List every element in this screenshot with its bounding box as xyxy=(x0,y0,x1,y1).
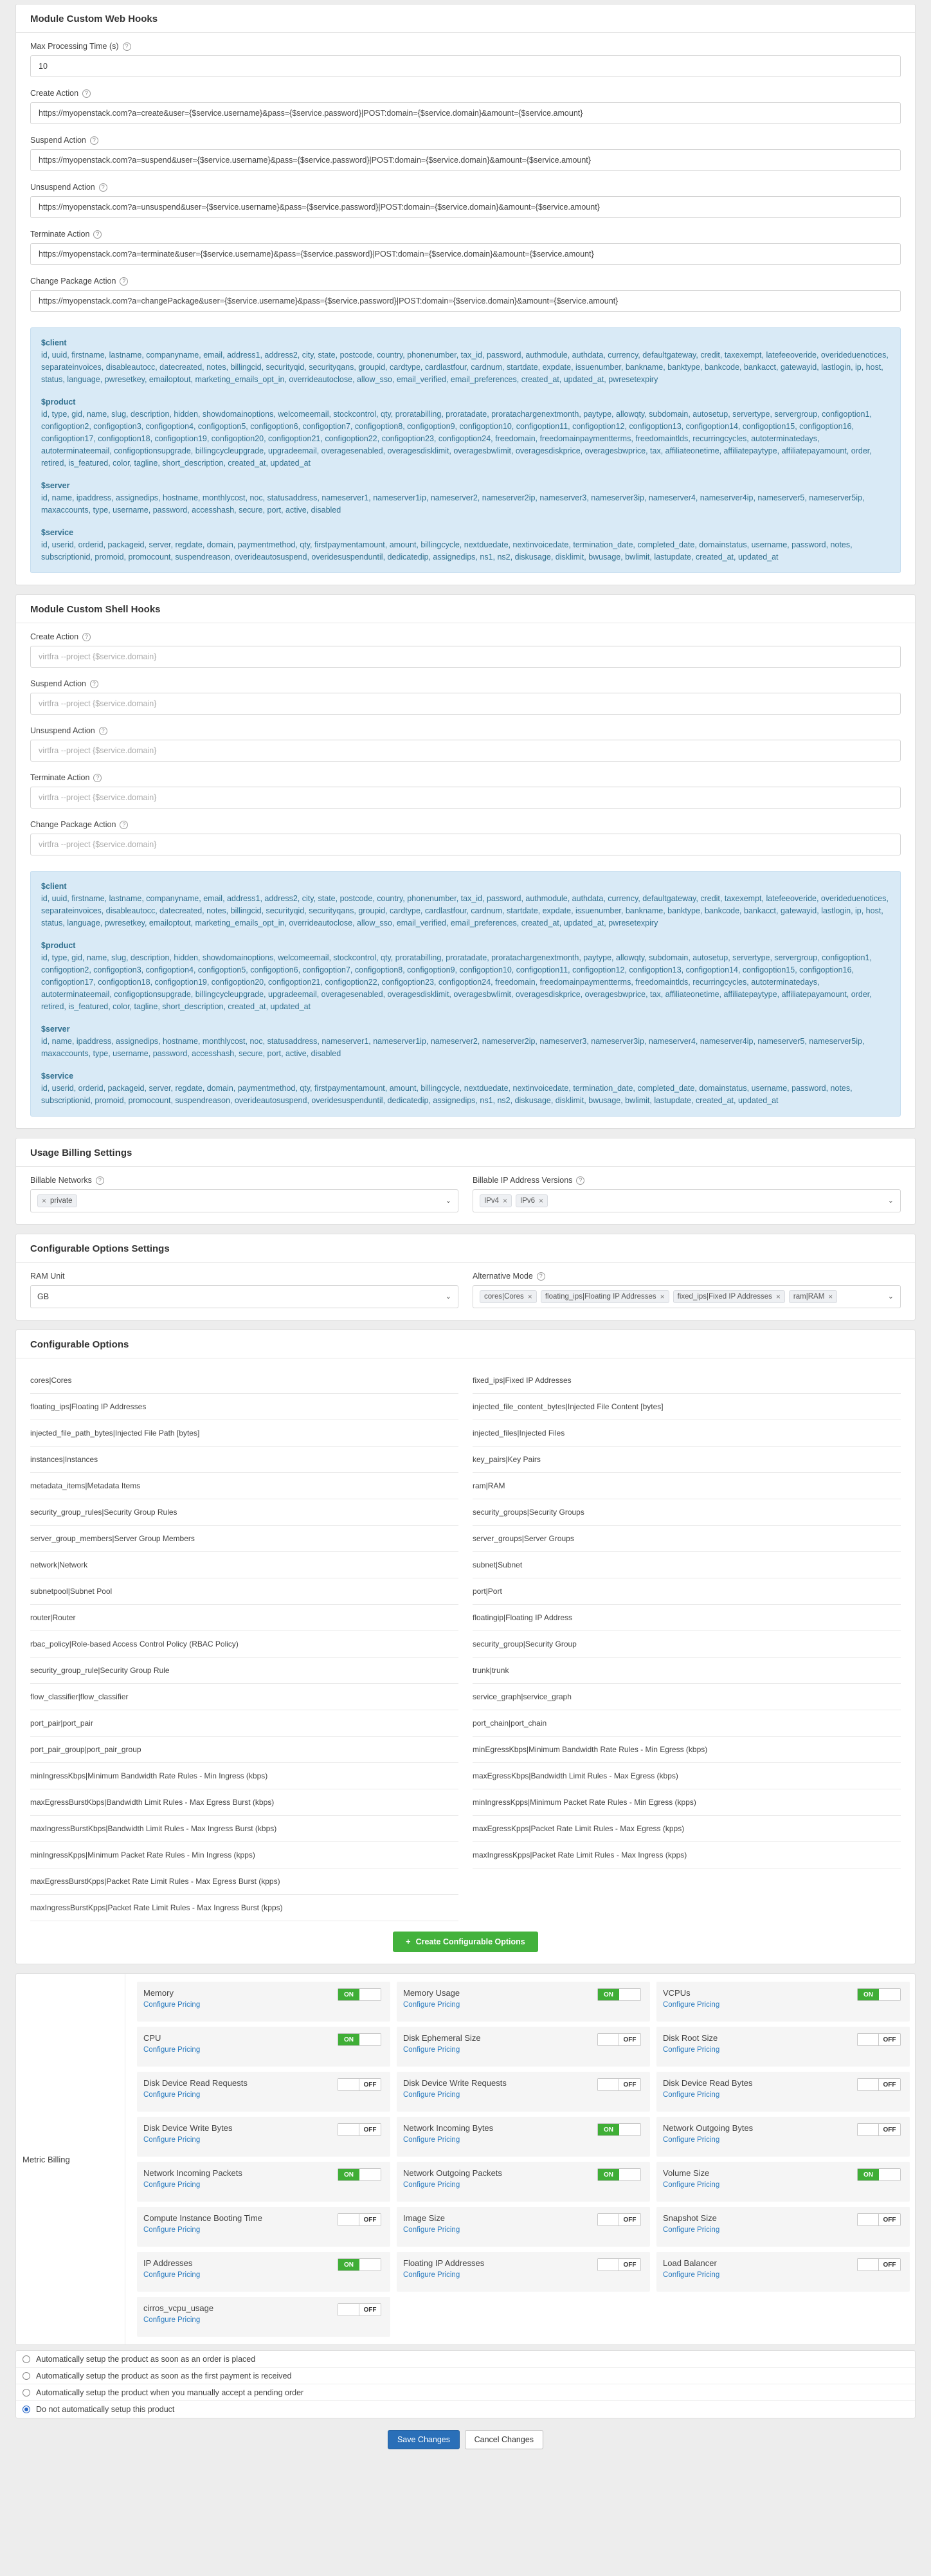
option-row: floating_ips|Floating IP Addresses xyxy=(30,1394,458,1420)
option-row: security_groups|Security Groups xyxy=(473,1499,901,1526)
toggle-off-label: OFF xyxy=(619,2079,640,2090)
shell-terminate-label: Terminate Action xyxy=(30,773,90,782)
configure-pricing-link[interactable]: Configure Pricing xyxy=(143,2046,201,2054)
terminate-action-label: Terminate Action xyxy=(30,230,90,239)
metric-toggle[interactable] xyxy=(338,2303,381,2316)
metric-tile xyxy=(656,2207,910,2247)
toggle-off-label: OFF xyxy=(619,2259,640,2270)
option-row: minIngressKpps|Minimum Packet Rate Rules - Min Egress (kpps) xyxy=(473,1789,901,1816)
option-row: security_group|Security Group xyxy=(473,1631,901,1658)
configure-pricing-link[interactable]: Configure Pricing xyxy=(403,2046,460,2054)
autosetup-option-label: Automatically setup the product when you manually accept a pending order xyxy=(36,2388,304,2397)
change-package-label: Change Package Action xyxy=(30,277,116,286)
configure-pricing-link[interactable]: Configure Pricing xyxy=(143,2316,201,2324)
autosetup-option[interactable] xyxy=(16,2351,915,2368)
metric-grid xyxy=(125,1974,915,2344)
metric-name: IP Addresses xyxy=(143,2258,193,2268)
help-icon[interactable]: ? xyxy=(99,183,107,192)
metric-name: Network Outgoing Bytes xyxy=(663,2123,754,2133)
metric-name: Disk Ephemeral Size xyxy=(403,2033,481,2043)
metric-toggle[interactable] xyxy=(597,2213,641,2226)
toggle-on-label: ON xyxy=(338,2169,359,2180)
create-config-options-button[interactable]: + Create Configurable Options xyxy=(393,1932,538,1952)
remove-icon[interactable]: × xyxy=(539,1196,544,1205)
network-chip: × private xyxy=(37,1194,77,1207)
toggle-knob xyxy=(619,2124,640,2135)
toggle-knob xyxy=(598,2034,619,2045)
option-row: server_groups|Server Groups xyxy=(473,1526,901,1552)
metric-toggle[interactable] xyxy=(857,2033,901,2046)
ip-versions-select[interactable] xyxy=(473,1189,901,1212)
toggle-knob xyxy=(359,2034,381,2045)
configure-pricing-link[interactable]: Configure Pricing xyxy=(403,2226,460,2234)
toggle-knob xyxy=(359,1989,381,2000)
usage-billing-card xyxy=(15,1138,916,1225)
option-row: maxEgressKbps|Bandwidth Limit Rules - Max Egress (kbps) xyxy=(473,1763,901,1789)
toggle-knob xyxy=(619,2169,640,2180)
footer-buttons xyxy=(15,2430,916,2449)
metric-name: Network Outgoing Packets xyxy=(403,2168,502,2178)
configure-pricing-link[interactable]: Configure Pricing xyxy=(143,2091,201,2099)
ip-versions-label: Billable IP Address Versions xyxy=(473,1176,573,1185)
metric-name: Volume Size xyxy=(663,2168,710,2178)
toggle-on-label: ON xyxy=(858,1989,879,2000)
help-icon[interactable]: ? xyxy=(93,774,102,782)
alternative-mode-label: Alternative Mode xyxy=(473,1272,533,1281)
unsuspend-action-label: Unsuspend Action xyxy=(30,183,95,192)
option-row: maxIngressBurstKpps|Packet Rate Limit Rules - Max Ingress Burst (kpps) xyxy=(30,1895,458,1921)
option-row: maxIngressKpps|Packet Rate Limit Rules - Max Ingress (kpps) xyxy=(473,1842,901,1868)
configure-pricing-link[interactable]: Configure Pricing xyxy=(143,2001,201,2009)
toggle-off-label: OFF xyxy=(359,2079,381,2090)
metric-name: Image Size xyxy=(403,2213,446,2223)
metric-toggle[interactable] xyxy=(338,2078,381,2091)
option-row: floatingip|Floating IP Address xyxy=(473,1605,901,1631)
metric-tile xyxy=(397,2162,650,2202)
option-row: metadata_items|Metadata Items xyxy=(30,1473,458,1499)
metric-tile xyxy=(397,1982,650,2022)
help-icon[interactable]: ? xyxy=(576,1176,584,1185)
shell-create-label: Create Action xyxy=(30,632,79,641)
chevron-down-icon: ⌄ xyxy=(445,1293,451,1301)
metric-toggle[interactable] xyxy=(338,2258,381,2271)
metric-name: VCPUs xyxy=(663,1988,691,1998)
radio-button[interactable] xyxy=(23,2372,30,2380)
shell-suspend-label: Suspend Action xyxy=(30,679,86,688)
toggle-off-label: OFF xyxy=(359,2124,381,2135)
metric-tile xyxy=(137,2207,390,2247)
autosetup-option-label: Automatically setup the product as soon as the first payment is received xyxy=(36,2371,292,2380)
option-row: fixed_ips|Fixed IP Addresses xyxy=(473,1367,901,1394)
configure-pricing-link[interactable]: Configure Pricing xyxy=(143,2271,201,2279)
toggle-off-label: OFF xyxy=(619,2214,640,2225)
autosetup-option-label: Do not automatically setup this product xyxy=(36,2405,175,2414)
alt-mode-chip: ram|RAM × xyxy=(789,1290,837,1303)
help-icon[interactable]: ? xyxy=(82,89,91,98)
option-row: rbac_policy|Role-based Access Control Policy (RBAC Policy) xyxy=(30,1631,458,1658)
metric-name: Memory xyxy=(143,1988,174,1998)
remove-icon[interactable]: × xyxy=(503,1196,508,1205)
service-var-fields: id, userid, orderid, packageid, server, regdate, domain, paymentmethod, qty, firstpaymentamount, amount, billingcycle, nextduedate, nextinvoicedate, termination_date, completed_date, domainstatus, username, password, notes, subscriptionid, promoid, promocount, suspendreason, overideautosuspend, overidesuspenduntil, dedicatedip, assignedips, ns1, ns2, diskusage, disklimit, bwusage, bwlimit, lastupdate, created_at, updated_at xyxy=(41,1084,853,1105)
option-row: cores|Cores xyxy=(30,1367,458,1394)
metric-toggle[interactable] xyxy=(338,2033,381,2046)
toggle-knob xyxy=(338,2079,359,2090)
metric-name: Load Balancer xyxy=(663,2258,717,2268)
option-row: injected_file_content_bytes|Injected File Content [bytes] xyxy=(473,1394,901,1420)
cancel-changes-button[interactable]: Cancel Changes xyxy=(465,2430,543,2449)
max-time-input[interactable] xyxy=(30,55,901,77)
metric-tile xyxy=(397,2117,650,2157)
configure-pricing-link[interactable]: Configure Pricing xyxy=(403,2181,460,2189)
metric-toggle[interactable] xyxy=(597,2078,641,2091)
toggle-knob xyxy=(879,1989,900,2000)
config-settings-title: Configurable Options Settings xyxy=(16,1243,915,1263)
option-row: port|Port xyxy=(473,1578,901,1605)
help-icon[interactable]: ? xyxy=(120,821,128,829)
metric-tile xyxy=(656,2252,910,2292)
remove-icon[interactable]: × xyxy=(775,1292,781,1301)
toggle-off-label: OFF xyxy=(879,2214,900,2225)
metric-toggle[interactable] xyxy=(338,2123,381,2136)
toggle-on-label: ON xyxy=(338,1989,359,2000)
ram-unit-select[interactable] xyxy=(30,1285,458,1308)
option-row: server_group_members|Server Group Members xyxy=(30,1526,458,1552)
ip-version-chip: IPv6 × xyxy=(516,1194,548,1207)
radio-button[interactable] xyxy=(23,2355,30,2363)
web-hooks-card xyxy=(15,4,916,585)
option-row: maxEgressBurstKpps|Packet Rate Limit Rules - Max Egress Burst (kpps) xyxy=(30,1868,458,1895)
client-var-name: $client xyxy=(41,338,67,347)
service-var-name: $service xyxy=(41,1072,74,1081)
toggle-off-label: OFF xyxy=(359,2304,381,2316)
metric-billing-card xyxy=(15,1973,916,2345)
configure-pricing-link[interactable]: Configure Pricing xyxy=(403,2091,460,2099)
toggle-off-label: OFF xyxy=(619,2034,640,2045)
toggle-knob xyxy=(338,2304,359,2316)
option-row: instances|Instances xyxy=(30,1447,458,1473)
metric-tile xyxy=(656,1982,910,2022)
config-settings-card xyxy=(15,1234,916,1320)
variables-info-box xyxy=(30,871,901,1117)
metric-toggle[interactable] xyxy=(857,1988,901,2001)
help-icon[interactable]: ? xyxy=(90,680,98,688)
toggle-off-label: OFF xyxy=(879,2034,900,2045)
help-icon[interactable]: ? xyxy=(537,1272,545,1281)
chevron-down-icon: ⌄ xyxy=(887,1197,894,1205)
metric-tile xyxy=(656,2117,910,2157)
metric-tile xyxy=(656,2072,910,2112)
metric-tile xyxy=(137,2252,390,2292)
configure-pricing-link[interactable]: Configure Pricing xyxy=(403,2001,460,2009)
config-options-card xyxy=(15,1329,916,1964)
metric-toggle[interactable] xyxy=(857,2213,901,2226)
server-var-fields: id, name, ipaddress, assignedips, hostname, monthlycost, noc, statusaddress, nameserver1, nameserver1ip, nameserver2, nameserver2ip, nameserver3, nameserver3ip, nameserver4, nameserver4ip, nameserver5, nameserver5ip, maxaccounts, type, username, password, accesshash, secure, port, active, disabled xyxy=(41,493,865,515)
metric-name: CPU xyxy=(143,2033,161,2043)
remove-icon[interactable]: × xyxy=(660,1292,665,1301)
autosetup-options xyxy=(15,2350,916,2418)
option-row: subnetpool|Subnet Pool xyxy=(30,1578,458,1605)
shell-unsuspend-input[interactable] xyxy=(30,740,901,762)
shell-create-input[interactable] xyxy=(30,646,901,668)
variables-info-box xyxy=(30,327,901,573)
product-var-name: $product xyxy=(41,941,76,950)
suspend-action-label: Suspend Action xyxy=(30,136,86,145)
ram-unit-value: GB xyxy=(37,1292,50,1301)
option-row: maxEgressBurstKbps|Bandwidth Limit Rules - Max Egress Burst (kbps) xyxy=(30,1789,458,1816)
metric-tile xyxy=(656,2162,910,2202)
server-var-fields: id, name, ipaddress, assignedips, hostname, monthlycost, noc, statusaddress, nameserver1, nameserver1ip, nameserver2, nameserver2ip, nameserver3, nameserver3ip, nameserver4, nameserver4ip, nameserver5, nameserver5ip, maxaccounts, type, username, password, accesshash, secure, port, active, disabled xyxy=(41,1037,865,1058)
metric-toggle[interactable] xyxy=(338,2213,381,2226)
option-row: trunk|trunk xyxy=(473,1658,901,1684)
billable-networks-label: Billable Networks xyxy=(30,1176,92,1185)
configure-pricing-link[interactable]: Configure Pricing xyxy=(663,2226,720,2234)
toggle-on-label: ON xyxy=(598,2169,619,2180)
shell-change-label: Change Package Action xyxy=(30,820,116,829)
metric-tile xyxy=(656,2027,910,2067)
metric-name: Disk Root Size xyxy=(663,2033,718,2043)
server-var-name: $server xyxy=(41,481,70,490)
metric-name: Disk Device Write Requests xyxy=(403,2078,507,2088)
metric-name: Compute Instance Booting Time xyxy=(143,2213,262,2223)
alternative-mode-select[interactable] xyxy=(473,1285,901,1308)
toggle-knob xyxy=(598,2259,619,2270)
metric-name: Disk Device Read Requests xyxy=(143,2078,248,2088)
alt-mode-chip: floating_ips|Floating IP Addresses × xyxy=(541,1290,669,1303)
metric-name: Disk Device Write Bytes xyxy=(143,2123,233,2133)
option-row: key_pairs|Key Pairs xyxy=(473,1447,901,1473)
ram-unit-label: RAM Unit xyxy=(30,1272,65,1281)
help-icon[interactable]: ? xyxy=(120,277,128,286)
metric-tile xyxy=(397,2027,650,2067)
option-row: minEgressKbps|Minimum Bandwidth Rate Rules - Min Egress (kbps) xyxy=(473,1737,901,1763)
toggle-off-label: OFF xyxy=(359,2214,381,2225)
option-row: maxIngressBurstKbps|Bandwidth Limit Rules - Max Ingress Burst (kbps) xyxy=(30,1816,458,1842)
metric-toggle[interactable] xyxy=(857,2123,901,2136)
metric-billing-label: Metric Billing xyxy=(16,1974,125,2344)
metric-toggle[interactable] xyxy=(597,2258,641,2271)
toggle-knob xyxy=(619,1989,640,2000)
product-var-name: $product xyxy=(41,397,76,406)
metric-name: cirros_vcpu_usage xyxy=(143,2303,214,2313)
toggle-on-label: ON xyxy=(598,2124,619,2135)
option-row: minIngressKbps|Minimum Bandwidth Rate Rules - Min Ingress (kbps) xyxy=(30,1763,458,1789)
toggle-off-label: OFF xyxy=(879,2124,900,2135)
server-var-name: $server xyxy=(41,1025,70,1034)
ip-version-chip: IPv4 × xyxy=(480,1194,512,1207)
help-icon[interactable]: ? xyxy=(96,1176,104,1185)
metric-tile xyxy=(137,2117,390,2157)
shell-change-input[interactable] xyxy=(30,834,901,855)
service-var-fields: id, userid, orderid, packageid, server, regdate, domain, paymentmethod, qty, firstpaymentamount, amount, billingcycle, nextduedate, nextinvoicedate, termination_date, completed_date, domainstatus, username, password, notes, subscriptionid, promoid, promocount, suspendreason, overideautosuspend, overidesuspenduntil, dedicatedip, assignedips, ns1, ns2, diskusage, disklimit, bwusage, bwlimit, lastupdate, created_at, updated_at xyxy=(41,540,853,562)
option-row: ram|RAM xyxy=(473,1473,901,1499)
configure-pricing-link[interactable]: Configure Pricing xyxy=(663,2046,720,2054)
help-icon[interactable]: ? xyxy=(123,42,131,51)
billable-networks-select[interactable] xyxy=(30,1189,458,1212)
autosetup-option[interactable] xyxy=(16,2368,915,2384)
remove-icon[interactable]: × xyxy=(527,1292,532,1301)
toggle-knob xyxy=(359,2259,381,2270)
configure-pricing-link[interactable]: Configure Pricing xyxy=(663,2001,720,2009)
remove-icon[interactable]: × xyxy=(42,1196,47,1205)
configure-pricing-link[interactable]: Configure Pricing xyxy=(663,2091,720,2099)
option-row: minIngressKpps|Minimum Packet Rate Rules - Min Ingress (kpps) xyxy=(30,1842,458,1868)
option-row: port_pair|port_pair xyxy=(30,1710,458,1737)
toggle-knob xyxy=(598,2214,619,2225)
option-row: port_pair_group|port_pair_group xyxy=(30,1737,458,1763)
radio-button[interactable] xyxy=(23,2389,30,2397)
options-left-column xyxy=(30,1367,458,1921)
shell-hooks-title: Module Custom Shell Hooks xyxy=(16,604,915,623)
metric-toggle[interactable] xyxy=(597,2168,641,2181)
metric-tile xyxy=(397,2072,650,2112)
option-row: injected_file_path_bytes|Injected File Path [bytes] xyxy=(30,1420,458,1447)
toggle-knob xyxy=(598,2079,619,2090)
toggle-off-label: OFF xyxy=(879,2079,900,2090)
metric-name: Floating IP Addresses xyxy=(403,2258,485,2268)
shell-terminate-input[interactable] xyxy=(30,787,901,808)
toggle-on-label: ON xyxy=(338,2034,359,2045)
usage-billing-title: Usage Billing Settings xyxy=(16,1147,915,1167)
metric-tile xyxy=(137,2072,390,2112)
shell-suspend-input[interactable] xyxy=(30,693,901,715)
option-row: subnet|Subnet xyxy=(473,1552,901,1578)
metric-name: Network Incoming Packets xyxy=(143,2168,242,2178)
option-row: security_group_rules|Security Group Rules xyxy=(30,1499,458,1526)
help-icon[interactable]: ? xyxy=(90,136,98,145)
remove-icon[interactable]: × xyxy=(828,1292,833,1301)
option-row: injected_files|Injected Files xyxy=(473,1420,901,1447)
max-time-label: Max Processing Time (s) xyxy=(30,42,119,51)
metric-name: Disk Device Read Bytes xyxy=(663,2078,753,2088)
config-options-title: Configurable Options xyxy=(16,1339,915,1358)
metric-tile xyxy=(397,2252,650,2292)
configure-pricing-link[interactable]: Configure Pricing xyxy=(143,2136,201,2144)
metric-toggle[interactable] xyxy=(857,2168,901,2181)
toggle-knob xyxy=(879,2169,900,2180)
option-row: maxEgressKpps|Packet Rate Limit Rules - Max Egress (kpps) xyxy=(473,1816,901,1842)
toggle-knob xyxy=(359,2169,381,2180)
toggle-off-label: OFF xyxy=(879,2259,900,2270)
option-row: flow_classifier|flow_classifier xyxy=(30,1684,458,1710)
plus-icon: + xyxy=(406,1937,411,1946)
metric-toggle[interactable] xyxy=(597,1988,641,2001)
configure-pricing-link[interactable]: Configure Pricing xyxy=(403,2136,460,2144)
product-var-fields: id, type, gid, name, slug, description, hidden, showdomainoptions, welcomeemail, stockcontrol, qty, proratabilling, proratadate, proratachargenextmonth, paytype, allowqty, subdomain, autosetup, servertype, servergroup, configoption1, configoption2, configoption3, configoption4, configoption5, configoption6, configoption7, configoption8, configoption9, configoption10, configoption11, configoption12, configoption13, configoption14, configoption15, configoption16, configoption17, configoption18, configoption19, configoption20, configoption21, configoption22, configoption23, configoption24, freedomain, freedomainpaymentterms, freedomaintlds, recurringcycles, autoterminatedays, autoterminateemail, configoptionsupgrade, billingcycleupgrade, upgradeemail, overagesenabled, overagesdisklimit, overagesbwlimit, overagesdiskprice, overagesbwprice, tax, affiliateonetime, affiliatepaytype, affiliatepayamount, order, retired, is_featured, color, tagline, short_description, created_at, updated_at xyxy=(41,410,872,468)
service-var-name: $service xyxy=(41,528,74,537)
metric-toggle[interactable] xyxy=(857,2258,901,2271)
option-row: service_graph|service_graph xyxy=(473,1684,901,1710)
save-changes-button[interactable]: Save Changes xyxy=(388,2430,460,2449)
help-icon[interactable]: ? xyxy=(82,633,91,641)
metric-tile xyxy=(137,2027,390,2067)
toggle-on-label: ON xyxy=(858,2169,879,2180)
alt-mode-chip: cores|Cores × xyxy=(480,1290,537,1303)
metric-toggle[interactable] xyxy=(338,2168,381,2181)
toggle-knob xyxy=(338,2124,359,2135)
metric-tile xyxy=(137,1982,390,2022)
create-action-label: Create Action xyxy=(30,89,79,98)
client-var-fields: id, uuid, firstname, lastname, companyname, email, address1, address2, city, state, postcode, country, phonenumber, tax_id, password, authmodule, authdata, currency, defaultgateway, credit, taxexempt, latefeeoveride, overideduenotices, separateinvoices, disableautocc, datecreated, notes, billingcid, securityqid, securityqans, groupid, cardtype, cardlastfour, cardnum, startdate, expdate, issuenumber, bankname, banktype, bankcode, bankacct, gatewayid, lastlogin, ip, host, status, language, pwresetkey, emailoptout, marketing_emails_opt_in, overrideautoclose, allow_sso, email_verified, email_preferences, created_at, updated_at, pwresetexpiry xyxy=(41,351,889,384)
configure-pricing-link[interactable]: Configure Pricing xyxy=(663,2136,720,2144)
metric-name: Network Incoming Bytes xyxy=(403,2123,494,2133)
help-icon[interactable]: ? xyxy=(99,727,107,735)
metric-toggle[interactable] xyxy=(338,1988,381,2001)
change-package-input[interactable] xyxy=(30,290,901,312)
options-right-column xyxy=(473,1367,901,1921)
option-row: router|Router xyxy=(30,1605,458,1631)
configure-pricing-link[interactable]: Configure Pricing xyxy=(143,2226,201,2234)
unsuspend-action-input[interactable] xyxy=(30,196,901,218)
metric-name: Memory Usage xyxy=(403,1988,460,1998)
autosetup-option[interactable] xyxy=(16,2401,915,2418)
chevron-down-icon: ⌄ xyxy=(445,1197,451,1205)
terminate-action-input[interactable] xyxy=(30,243,901,265)
metric-toggle[interactable] xyxy=(597,2033,641,2046)
toggle-knob xyxy=(858,2124,879,2135)
client-var-name: $client xyxy=(41,882,67,891)
autosetup-option-label: Automatically setup the product as soon as an order is placed xyxy=(36,2354,256,2364)
metric-name: Snapshot Size xyxy=(663,2213,717,2223)
option-row: network|Network xyxy=(30,1552,458,1578)
configure-pricing-link[interactable]: Configure Pricing xyxy=(663,2271,720,2279)
toggle-knob xyxy=(858,2034,879,2045)
metric-tile xyxy=(137,2162,390,2202)
option-row: security_group_rule|Security Group Rule xyxy=(30,1658,458,1684)
metric-toggle[interactable] xyxy=(597,2123,641,2136)
toggle-knob xyxy=(858,2259,879,2270)
product-var-fields: id, type, gid, name, slug, description, hidden, showdomainoptions, welcomeemail, stockcontrol, qty, proratabilling, proratadate, proratachargenextmonth, paytype, allowqty, subdomain, autosetup, servertype, servergroup, configoption1, configoption2, configoption3, configoption4, configoption5, configoption6, configoption7, configoption8, configoption9, configoption10, configoption11, configoption12, configoption13, configoption14, configoption15, configoption16, configoption17, configoption18, configoption19, configoption20, configoption21, configoption22, configoption23, configoption24, freedomain, freedomainpaymentterms, freedomaintlds, recurringcycles, autoterminatedays, autoterminateemail, configoptionsupgrade, billingcycleupgrade, upgradeemail, overagesenabled, overagesdisklimit, overagesbwlimit, overagesdiskprice, overagesbwprice, tax, affiliateonetime, affiliatepaytype, affiliatepayamount, order, retired, is_featured, color, tagline, short_description, created_at, updated_at xyxy=(41,953,872,1011)
radio-button[interactable] xyxy=(23,2406,30,2413)
toggle-knob xyxy=(858,2214,879,2225)
toggle-knob xyxy=(338,2214,359,2225)
metric-toggle[interactable] xyxy=(857,2078,901,2091)
configure-pricing-link[interactable]: Configure Pricing xyxy=(663,2181,720,2189)
shell-hooks-card xyxy=(15,594,916,1129)
toggle-on-label: ON xyxy=(598,1989,619,2000)
suspend-action-input[interactable] xyxy=(30,149,901,171)
alt-mode-chip: fixed_ips|Fixed IP Addresses × xyxy=(673,1290,785,1303)
shell-unsuspend-label: Unsuspend Action xyxy=(30,726,95,735)
option-row: port_chain|port_chain xyxy=(473,1710,901,1737)
help-icon[interactable]: ? xyxy=(93,230,102,239)
toggle-knob xyxy=(858,2079,879,2090)
web-hooks-title: Module Custom Web Hooks xyxy=(16,14,915,33)
metric-tile xyxy=(397,2207,650,2247)
toggle-on-label: ON xyxy=(338,2259,359,2270)
configure-pricing-link[interactable]: Configure Pricing xyxy=(143,2181,201,2189)
autosetup-option[interactable] xyxy=(16,2384,915,2401)
configure-pricing-link[interactable]: Configure Pricing xyxy=(403,2271,460,2279)
metric-tile xyxy=(137,2297,390,2337)
chevron-down-icon: ⌄ xyxy=(887,1293,894,1301)
create-action-input[interactable] xyxy=(30,102,901,124)
client-var-fields: id, uuid, firstname, lastname, companyname, email, address1, address2, city, state, postcode, country, phonenumber, tax_id, password, authmodule, authdata, currency, defaultgateway, credit, taxexempt, latefeeoveride, overideduenotices, separateinvoices, disableautocc, datecreated, notes, billingcid, securityqid, securityqans, groupid, cardtype, cardlastfour, cardnum, startdate, expdate, issuenumber, bankname, banktype, bankcode, bankacct, gatewayid, lastlogin, ip, host, status, language, pwresetkey, emailoptout, marketing_emails_opt_in, overrideautoclose, allow_sso, email_verified, email_preferences, created_at, updated_at, pwresetexpiry xyxy=(41,894,889,927)
